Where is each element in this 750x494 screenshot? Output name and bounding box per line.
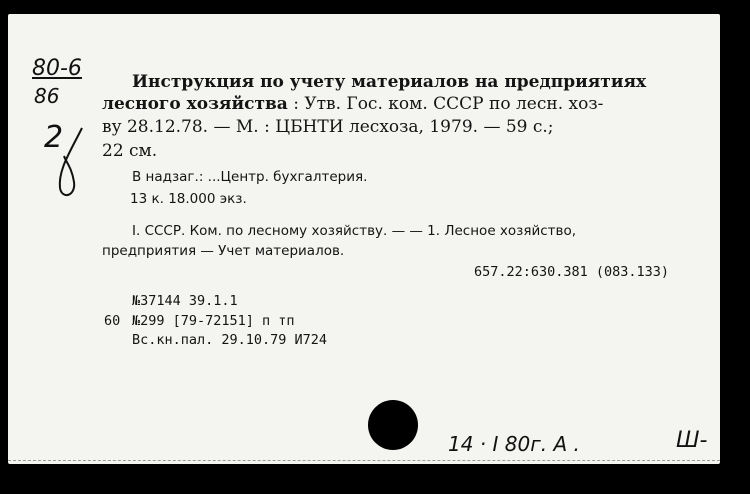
punch-hole bbox=[368, 400, 418, 450]
size-line: 22 см. bbox=[102, 141, 158, 161]
price-circulation: 13 к. 18.000 экз. bbox=[130, 191, 247, 207]
bottom-right-mark: Ш- bbox=[676, 428, 708, 453]
title-line-1: Инструкция по учету материалов на предприятиях bbox=[132, 72, 647, 92]
heading-note: В надзаг.: ...Центр. бухгалтерия. bbox=[132, 169, 368, 185]
publication-line: ву 28.12.78. — М. : ЦБНТИ лесхоза, 1979. — 59 с.; bbox=[102, 117, 554, 137]
title-line-2 bbox=[102, 94, 603, 114]
title-line-2-rest: : Утв. Гос. ком. СССР по лесн. хоз- bbox=[293, 94, 604, 114]
shelfmark-bottom: 86 bbox=[34, 84, 60, 108]
catalog-card bbox=[8, 14, 720, 464]
udc-index: 657.22:630.381 (083.133) bbox=[474, 264, 670, 280]
bottom-handwriting: 14 · I 80г. А . bbox=[448, 432, 580, 456]
registration-prefix: 60 bbox=[104, 313, 121, 329]
margin-handwriting: 2 bbox=[44, 120, 64, 155]
registration-line-3: Вс.кн.пал. 29.10.79 И724 bbox=[132, 332, 328, 348]
title-line-2-bold: лесного хозяйства bbox=[102, 94, 288, 114]
registration-line-1: №37144 39.1.1 bbox=[132, 293, 238, 309]
shelfmark-top: 80-6 bbox=[32, 56, 82, 81]
registration-line-2: №299 [79-72151] п тп bbox=[132, 313, 295, 329]
subjects-line-1: I. СССР. Ком. по лесному хозяйству. — — 1. Лесное хозяйство, bbox=[132, 223, 577, 239]
subjects-line-2: предприятия — Учет материалов. bbox=[102, 243, 345, 259]
bottom-divider bbox=[8, 460, 720, 461]
margin-flourish-icon bbox=[30, 122, 100, 202]
